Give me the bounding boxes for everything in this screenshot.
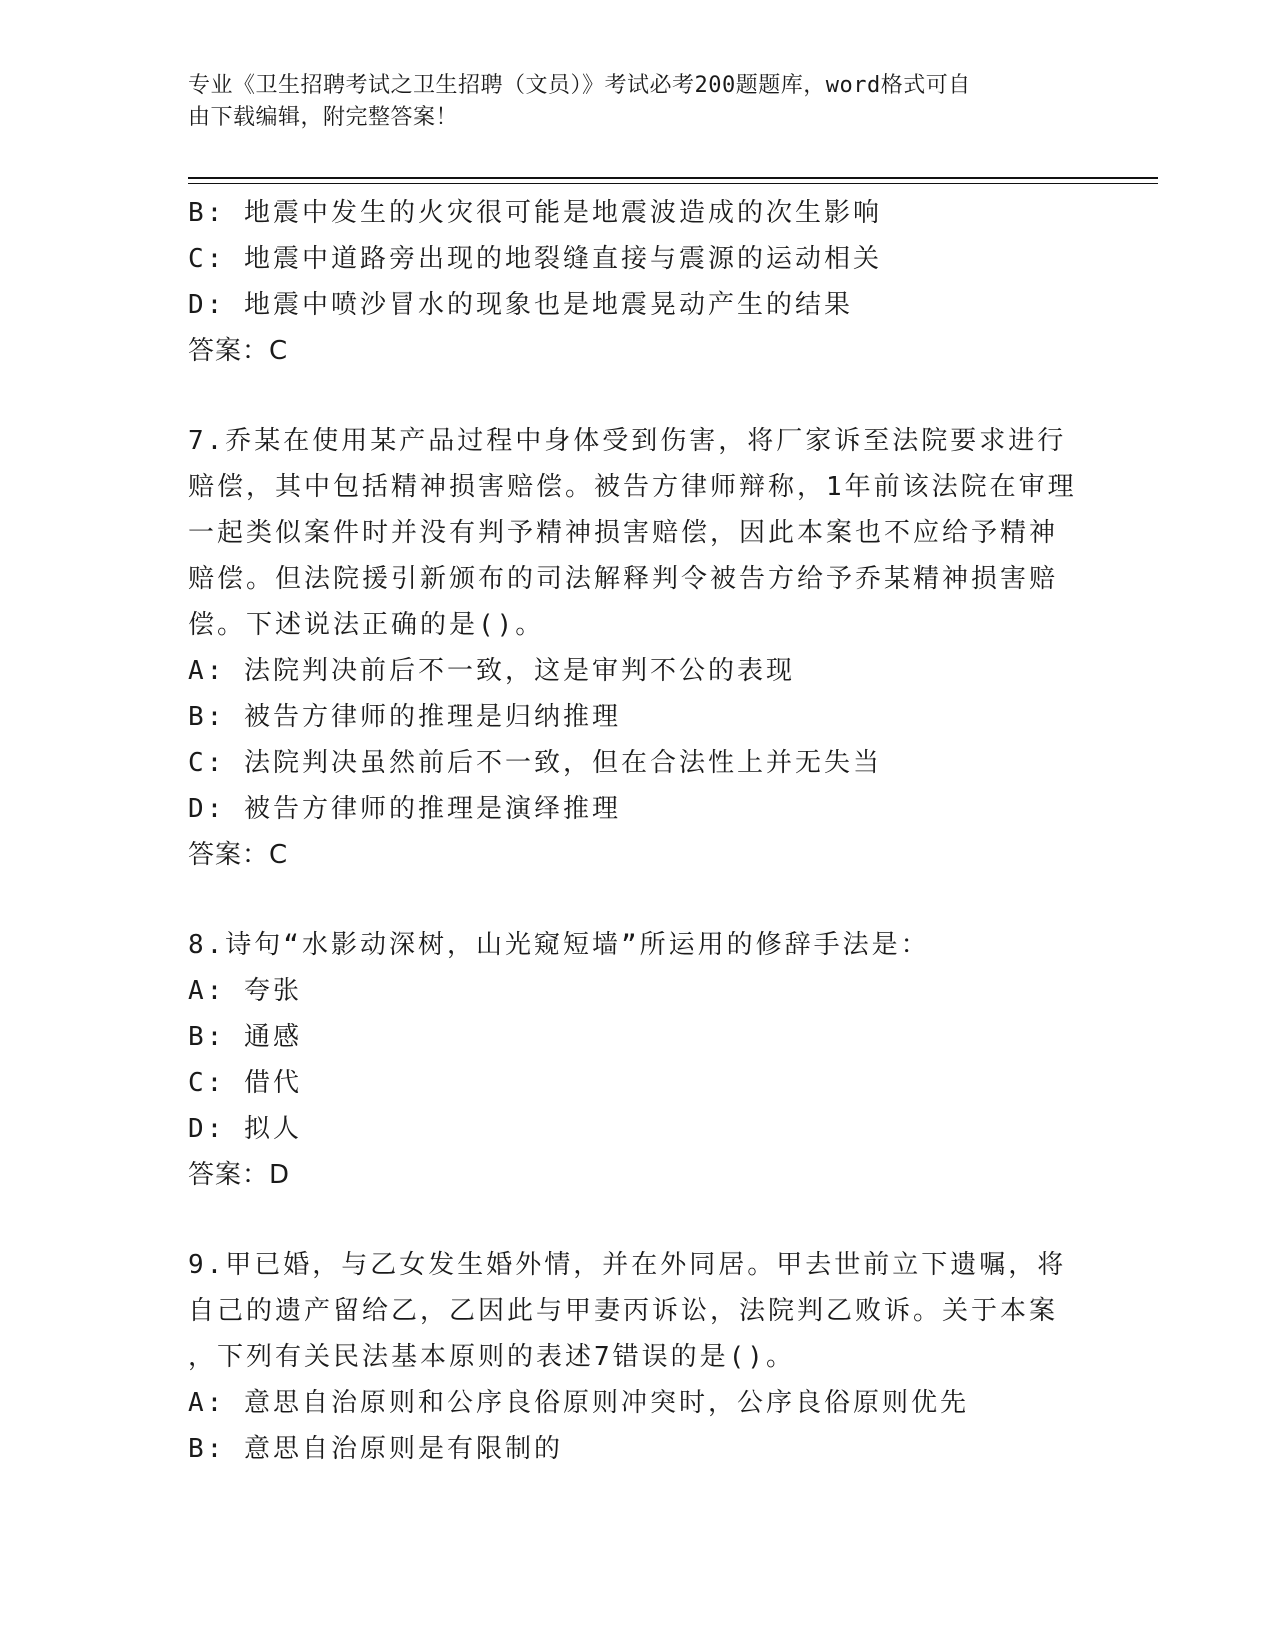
q9-stem-line: ，下列有关民法基本原则的表述7错误的是()。 [188,1342,795,1372]
question-8 [188,922,1088,1198]
question-content [188,190,1088,1472]
spacer [188,878,1088,922]
q7-option-c: C: 法院判决虽然前后不一致，但在合法性上并无失当 [188,748,882,778]
q8-option-b: B: 通感 [188,1022,302,1052]
q7-option-b: B: 被告方律师的推理是归纳推理 [188,702,621,732]
header-line-2: 由下载编辑，附完整答案！ [188,105,459,130]
q7-stem-line: 赔偿，其中包括精神损害赔偿。被告方律师辩称，1年前该法院在审理 [188,472,1077,502]
q6-option-c: C: 地震中道路旁出现的地裂缝直接与震源的运动相关 [188,244,882,274]
q8-answer: 答案：D [188,1160,291,1190]
q6-option-b: B: 地震中发生的火灾很可能是地震波造成的次生影响 [188,198,882,228]
q9-stem-line: 9.甲已婚，与乙女发生婚外情，并在外同居。甲去世前立下遗嘱，将 [188,1250,1067,1280]
q9-stem-line: 自己的遗产留给乙，乙因此与甲妻丙诉讼，法院判乙败诉。关于本案 [188,1296,1059,1326]
header-divider-thin [188,183,1158,184]
header-line-1: 专业《卫生招聘考试之卫生招聘（文员）》考试必考200题题库，word格式可自 [188,73,971,98]
question-7 [188,418,1088,878]
q7-answer: 答案：C [188,840,289,870]
question-6 [188,190,1088,374]
q6-answer: 答案：C [188,336,289,366]
q9-option-b: B: 意思自治原则是有限制的 [188,1434,563,1464]
q6-option-d: D: 地震中喷沙冒水的现象也是地震晃动产生的结果 [188,290,853,320]
q8-option-a: A: 夸张 [188,976,302,1006]
spacer [188,374,1088,418]
q8-option-d: D: 拟人 [188,1114,302,1144]
q8-option-c: C: 借代 [188,1068,302,1098]
header-divider-thick [188,177,1158,179]
q7-stem-line: 赔偿。但法院援引新颁布的司法解释判令被告方给予乔某精神损害赔 [188,564,1059,594]
document-header [188,70,1068,134]
q7-stem-line: 7.乔某在使用某产品过程中身体受到伤害，将厂家诉至法院要求进行 [188,426,1067,456]
question-9 [188,1242,1088,1472]
q8-stem: 8.诗句“水影动深树，山光窥短墙”所运用的修辞手法是： [188,930,930,960]
q7-stem-line: 一起类似案件时并没有判予精神损害赔偿，因此本案也不应给予精神 [188,518,1059,548]
spacer [188,1198,1088,1242]
q7-option-a: A: 法院判决前后不一致，这是审判不公的表现 [188,656,795,686]
q9-option-a: A: 意思自治原则和公序良俗原则冲突时，公序良俗原则优先 [188,1388,969,1418]
q7-option-d: D: 被告方律师的推理是演绎推理 [188,794,621,824]
q7-stem-line: 偿。下述说法正确的是()。 [188,610,545,640]
